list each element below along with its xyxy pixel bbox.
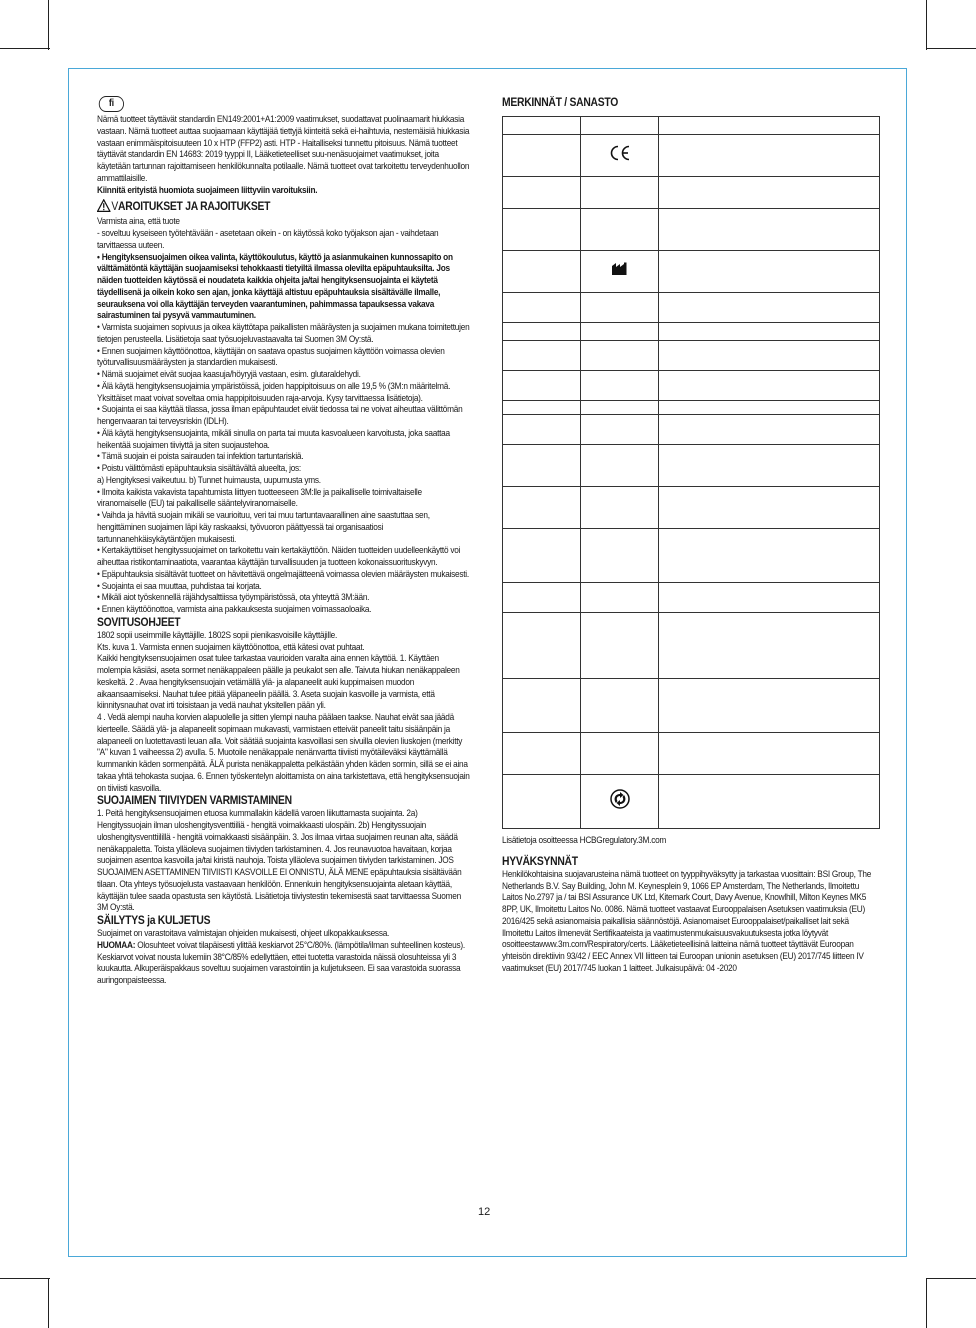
glossary-cell (659, 323, 880, 341)
glossary-cell (581, 445, 659, 487)
glossary-cell (581, 679, 659, 733)
glossary-cell (503, 583, 581, 613)
glossary-cell (581, 613, 659, 679)
fitting-line: 1802 sopii useimmille käyttäjille. 1802S sopii pienikasvoisille käyttäjille. (97, 629, 338, 640)
glossary-row (503, 733, 880, 775)
glossary-cell (659, 177, 880, 209)
glossary-cell (503, 371, 581, 401)
glossary-cell (659, 487, 880, 529)
crop-mark (0, 1278, 50, 1279)
right-column (502, 96, 880, 975)
glossary-cell (503, 293, 581, 323)
warning-item: a) Hengityksesi vaikeutuu. b) Tunnet huimausta, uupumusta yms. (97, 474, 321, 485)
glossary-row (503, 177, 880, 209)
warning-item: • Älä käytä hengityksensuojaimia ympäristöissä, joiden happipitoisuus on alle 19,5 % (3M:n määritelmä. Yksittäiset maat voivat soveltaa omia happipitoisuuden raja-arvoja. Kysy tarvittaessa lisätietoja). (97, 380, 451, 403)
ce-mark-icon (609, 146, 631, 165)
warning-item: • Varmista suojaimen sopivuus ja oikea käyttötapa paikallisten määräysten ja suojaimen mukana toimitettujen tietojen perusteella. Lisätietoja saat työsuojeluvastaavalta tai Suomen 3M Oy:stä. (97, 322, 470, 344)
glossary-cell (503, 487, 581, 529)
glossary-row (503, 135, 880, 177)
glossary-row (503, 209, 880, 251)
glossary-cell (659, 117, 880, 135)
approvals-heading: HYVÄKSYNNÄT (502, 855, 578, 868)
glossary-cell (503, 117, 581, 135)
glossary-cell (659, 529, 880, 583)
warning-item: • Suojainta ei saa käyttää tilassa, jossa ilman epäpuhtaudet eivät tiedossa tai ne voivat aiheuttaa välittömän hengenvaaran tai terveysriskin (IDLH). (97, 404, 463, 426)
manufacturer-icon (611, 263, 629, 280)
glossary-row (503, 679, 880, 733)
glossary-cell (659, 613, 880, 679)
fitting-line: Kaikki hengityksensuojaimen osat tulee tarkastaa vaurioiden varalta aina ennen käyttöä. 1. Käyttäen molempia käsiäsi, aseta sormet nenäkappaleen päälle ja peukalot sen alle. Taivuta hiukan nenäkappaleen keskeltä. 2 . Avaa hengityksensuojain vetämällä ylä- ja alapaneelit auki kuppimaisen muodon aikaansaamiseksi. Nauhat tulee pitää yläpaneelin päällä. 3. Aseta suojain kasvoille ja varmista, että kiinnitysnauhat ovat irti toisistaan ja vedä nauhat yksitellen pään yli. (97, 653, 460, 711)
crop-mark (48, 0, 49, 50)
approvals-text: Henkilökohtaisina suojavarusteina nämä tuotteet on tyyppihyväksytty ja tarkastaa vuosittain: BSI Group, The Netherlands B.V. Say Building, John M. Keynesplein 9, 1066 EP Amsterdam, The Netherlands, Ilmoitettu Laitos No.2797 ja / tai BSI Assurance UK Ltd, Kitemark Court, Davy Avenue, Knowlhill, Milton Keynes MK5 8PP, UK, Ilmoitettu Laitos No. 0086. Nämä tuotteet vastaavat Eurooppalaisen Asetuksen vaatimuksia (EU) 2016/425 sekä asianomaisia paikallisia säännöstöjä. Asianomaiset Eurooppalaiset/paikalliset lait sekä Ilmoitettu Laitos ilmenevät Sertifikaateista ja vaatimustenmukaisuusvakuutuksesta jotka löytyvät osoitteestawww.3m.com/Respiratory/certs. Lääketieteellisinä laitteina nämä tuotteet täyttävät Euroopan yhteisön direktiivin 93/42 / EEC Annex VII liitteen tai Euroopan unionin asetuksen (EU) 2017/745 liitteen IV vaatimukset (EU) 2017/745 luokan 1 laitteet. Julkaisupäivä: 04 -2020 (502, 868, 872, 973)
left-text (97, 96, 473, 987)
warning-item: • Mikäli aiot työskennellä räjähdysalttiissa työympäristössä, ota yhteyttä 3M:ään. (97, 592, 370, 603)
seal-check-text: 1. Peitä hengityksensuojaimen etuosa kummallakin kädellä varoen liikuttamasta suojainta. 2a) Hengityssuojain ilman uloshengitysventtiiliä - hengitä voimakkaasti ulospäin. 2b) Hengityssuojain uloshengitysventtiilillä - hengitä voimakkaasti sisäänpäin. 3. Jos ilmaa virtaa suojaimen reunan alta, säädä nenäkappaletta. Toista ylläoleva suojaimen tiiviyden tarkistaminen. 4. Jos reunavuotoa havaitaan, korjaa suojaimen asentoa kasvoilla ja/tai kiristä nauhoja. Toista ylläoleva suojaimen tiiviyden tarkistaminen. JOS SUOJAIMEN ASETTAMINEN TIIVIISTI KASVOILLE EI ONNISTU, ÄLÄ MENE epäpuhtauksia sisältävään tilaan. Ota yhteys työsuojelusta vastaavaan henkilöön. Ennenkuin hengityksensuojainta aletaan käyttää, käyttäjän tulee saada opastusta sen käytöstä. Lisätietoja tiiviystestin tekemisestä saat tarvittaessa Suomen 3M Oy:stä. (97, 808, 462, 913)
glossary-cell (659, 209, 880, 251)
glossary-cell (659, 445, 880, 487)
warning-item: • Tämä suojain ei poista sairauden tai infektion tartuntariskiä. (97, 451, 304, 462)
glossary-cell (659, 775, 880, 829)
glossary-cell (581, 733, 659, 775)
glossary-cell (659, 583, 880, 613)
glossary-cell (503, 341, 581, 371)
green-dot-recycling-icon (610, 796, 630, 813)
crop-mark (48, 1278, 49, 1328)
glossary-row (503, 613, 880, 679)
glossary-cell (659, 733, 880, 775)
warning-item: • Ennen käyttöönottoa, varmista aina pakkauksesta suojaimen voimassaoloaika. (97, 604, 372, 614)
glossary-cell (581, 117, 659, 135)
warning-item: • Ilmoita kaikista vakavista tapahtumista liittyen tuotteeseen 3M:lle ja paikalliselle toimivaltaiselle viranomaiselle (EU) tai paikalliselle sääntelyviranomaiselle. (97, 486, 422, 509)
glossary-cell (659, 415, 880, 445)
glossary-cell (503, 251, 581, 293)
warning-item: - soveltuu kyseiseen työtehtävään - asetetaan oikein - on käytössä koko työjakson ajan - vaihdetaan tarvittaessa uuteen. (97, 228, 439, 250)
warnings-heading: VAROITUKSET JA RAJOITUKSET (97, 199, 473, 216)
glossary-footer: Lisätietoja osoitteessa HCBGregulatory.3M.com (502, 835, 667, 845)
warning-item: • Ennen suojaimen käyttöönottoa, käyttäjän on saatava opastus suojaimen käyttöön voimassa olevien työturvallisuusmääräysten ja standardien mukaisesti. (97, 345, 445, 368)
glossary-cell (659, 679, 880, 733)
glossary-cell (503, 445, 581, 487)
intro-text: Nämä tuotteet täyttävät standardin EN149:2001+A1:2009 vaatimukset, suodattavat puolinaamarit hiukkasia vastaan. Nämä tuotteet auttaa suojaamaan käyttäjää tiettyjä kiinteitä sekä ei-haihtuvia, nestemäisiä hiukkasia vastaan enimmäispitoisuuteen 10 x HTP (FFP2) asti. HTP - Haitalliseksi tunnettu pitoisuus. Nämä tuotteet täyttävät standardin EN 14683: 2019 tyyppi II, Lääketieteelliset suu-nenäsuojaimet vaatimukset, joita käytetään tartunnan rajoittamiseen henkilökunnalta potilaalle. Nämä tuotteet ovat tarkoitettu terveydenhuollon ammattilaisille. (97, 114, 470, 183)
glossary-cell (503, 135, 581, 177)
glossary-cell (503, 177, 581, 209)
fitting-line: Kts. kuva 1. Varmista ennen suojaimen käyttöönottoa, että kätesi ovat puhtaat. (97, 641, 365, 652)
warning-triangle-icon (97, 199, 111, 216)
glossary-row (503, 415, 880, 445)
page-number: 12 (478, 1206, 491, 1218)
glossary-cell (581, 177, 659, 209)
glossary-row (503, 445, 880, 487)
glossary-row (503, 117, 880, 135)
left-column (97, 96, 473, 987)
glossary-cell (581, 529, 659, 583)
glossary-cell (581, 251, 659, 293)
glossary-row (503, 401, 880, 415)
glossary-cell (503, 679, 581, 733)
warning-item: Varmista aina, että tuote (97, 216, 180, 227)
glossary-row (503, 487, 880, 529)
glossary-cell (581, 415, 659, 445)
intro-warning-note: Kiinnitä erityistä huomiota suojaimeen liittyviin varoituksiin. (97, 184, 318, 195)
warnings-list (97, 216, 473, 616)
glossary-cell (581, 293, 659, 323)
crop-mark (0, 48, 50, 49)
glossary-cell (503, 401, 581, 415)
crop-mark (926, 0, 927, 50)
glossary-cell (659, 371, 880, 401)
warning-item: • Nämä suojaimet eivät suojaa kaasuja/höyryjä vastaan, esim. glutaraldehydi. (97, 369, 361, 379)
glossary-cell (659, 293, 880, 323)
glossary-row (503, 323, 880, 341)
glossary-cell (503, 209, 581, 251)
glossary-row (503, 775, 880, 829)
warning-item: • Kertakäyttöiset hengityssuojaimet on tarkoitettu vain kertakäyttöön. Näiden tuotteiden uudelleenkäyttö voi aiheuttaa ristikontaminaatiota, vaarantaa käyttäjän turvallisuuden ja tuotteen kokonaissuorituskyvyn. (97, 545, 461, 567)
warning-item: • Hengityksensuojaimen oikea valinta, käyttökoulutus, käyttö ja asianmukainen kunnossapito on välttämätöntä käyttäjän suojaamiseksi tehokkaasti tietyiltä ilmassa olevilta epäpuhtauksilta. Jos näiden tuotteiden käytössä ei noudateta kaikkia ohjeita ja/tai hengityksensuojainta ei käytetä täydellisenä ja oikein koko sen ajan, jonka käyttäjä altistuu epäpuhtauksia sisältävälle ilmalle, seurauksena voi olla käyttäjän terveyden vaarantuminen, pahimmassa tapauksessa vakava sairastuminen tai pysyvä vammautuminen. (97, 251, 453, 321)
glossary-cell (503, 529, 581, 583)
fitting-line: 4 . Vedä alempi nauha korvien alapuolelle ja sitten ylempi nauha päälaen taakse. Nauhat eivät saa jäädä kierteelle. Säädä ylä- ja alapaneelit sopimaan mukavasti, varmistaen etteivät paneelit taitu sisäänpäin ja alapaneeli on luotettavasti leuan alla. Voit säätää suojainta kasvoillasi sen sivuilla olevien liuskojen (merkitty "A" kuvan 1 vaiheessa 2) avulla. 5. Muotoile nenäkappale nenänvartta tiiviisti myötäileväksi käyttämällä kummankin käden sormenpäitä. ÄLÄ purista nenäkappaletta pelkästään yhden käden sormin, sillä se ei aina takaa yhtä tehokasta suojaa. 6. Ennen työskentelyn aloittamista on aina tarkistettava, että hengityksensuojain on tiiviisti kasvoilla. (97, 712, 470, 793)
fitting-instructions (97, 630, 473, 795)
glossary-row (503, 341, 880, 371)
warning-item: • Älä käytä hengityksensuojainta, mikäli sinulla on parta tai muuta kasvoalueen karvoitusta, joka saattaa heikentää suojaimen tiiviyttä ja siten suojaustehoa. (97, 427, 450, 450)
seal-check-heading: SUOJAIMEN TIIVIYDEN VARMISTAMINEN (97, 795, 292, 808)
storage-heading: SÄILYTYS ja KULJETUS (97, 915, 211, 927)
glossary-row (503, 529, 880, 583)
glossary-table (502, 116, 880, 829)
glossary-cell (581, 401, 659, 415)
crop-mark (926, 1278, 976, 1279)
glossary-cell (503, 323, 581, 341)
glossary-row (503, 583, 880, 613)
glossary-row (503, 371, 880, 401)
warning-item: • Suojainta ei saa muuttaa, puhdistaa tai korjata. (97, 580, 262, 591)
warning-item: • Vaihda ja hävitä suojain mikäli se vaurioituu, veri tai muu tartuntavaarallinen aine saastuttaa sen, hengittäminen suojaimen läpi käy raskaaksi, työvuoron päättyessä tai organisaatiosi tartunnanehkäisykäytäntöjen mukaisesti. (97, 510, 430, 544)
crop-mark (926, 48, 976, 49)
glossary-cell (581, 583, 659, 613)
glossary-cell (581, 209, 659, 251)
warning-item: • Poistu välittömästi epäpuhtauksia sisältävältä alueelta, jos: (97, 463, 301, 473)
right-text (502, 835, 880, 975)
glossary-cell (659, 341, 880, 371)
glossary-cell (581, 371, 659, 401)
glossary-heading: MERKINNÄT / SANASTO (502, 97, 619, 109)
glossary-cell (581, 341, 659, 371)
storage-text: Suojaimet on varastoitava valmistajan ohjeiden mukaisesti, ohjeet ulkopakkauksessa. (97, 928, 390, 938)
storage-note: HUOMAA: Olosuhteet voivat tilapäisesti ylittää keskiarvot 25°C/80%. (lämpötila/ilman suhteellinen kosteus). Keskiarvot voivat nousta lukemiin 38°C/85% edellyttäen, ettei tuotetta varastoida näissä olosuhteissa yli 3 kuukautta. Alkuperäispakkaus soveltuu suojaimen varastointiin ja kuljetukseen. Ei saa varastoida suorassa auringonpaisteessa. (97, 939, 465, 985)
glossary-cell (659, 135, 880, 177)
glossary-cell (581, 775, 659, 829)
glossary-cell (503, 775, 581, 829)
crop-mark (926, 1278, 927, 1328)
glossary-cell (503, 613, 581, 679)
glossary-row (503, 293, 880, 323)
glossary-cell (659, 251, 880, 293)
glossary-cell (503, 733, 581, 775)
glossary-cell (581, 135, 659, 177)
warning-item: • Epäpuhtauksia sisältävät tuotteet on hävitettävä ongelmajätteenä voimassa olevien määräysten mukaisesti. (97, 568, 469, 579)
glossary-cell (659, 401, 880, 415)
glossary-cell (581, 487, 659, 529)
glossary-row (503, 251, 880, 293)
fitting-heading: SOVITUSOHJEET (97, 616, 181, 629)
glossary-cell (503, 415, 581, 445)
language-badge: fi (99, 96, 124, 112)
glossary-cell (581, 323, 659, 341)
